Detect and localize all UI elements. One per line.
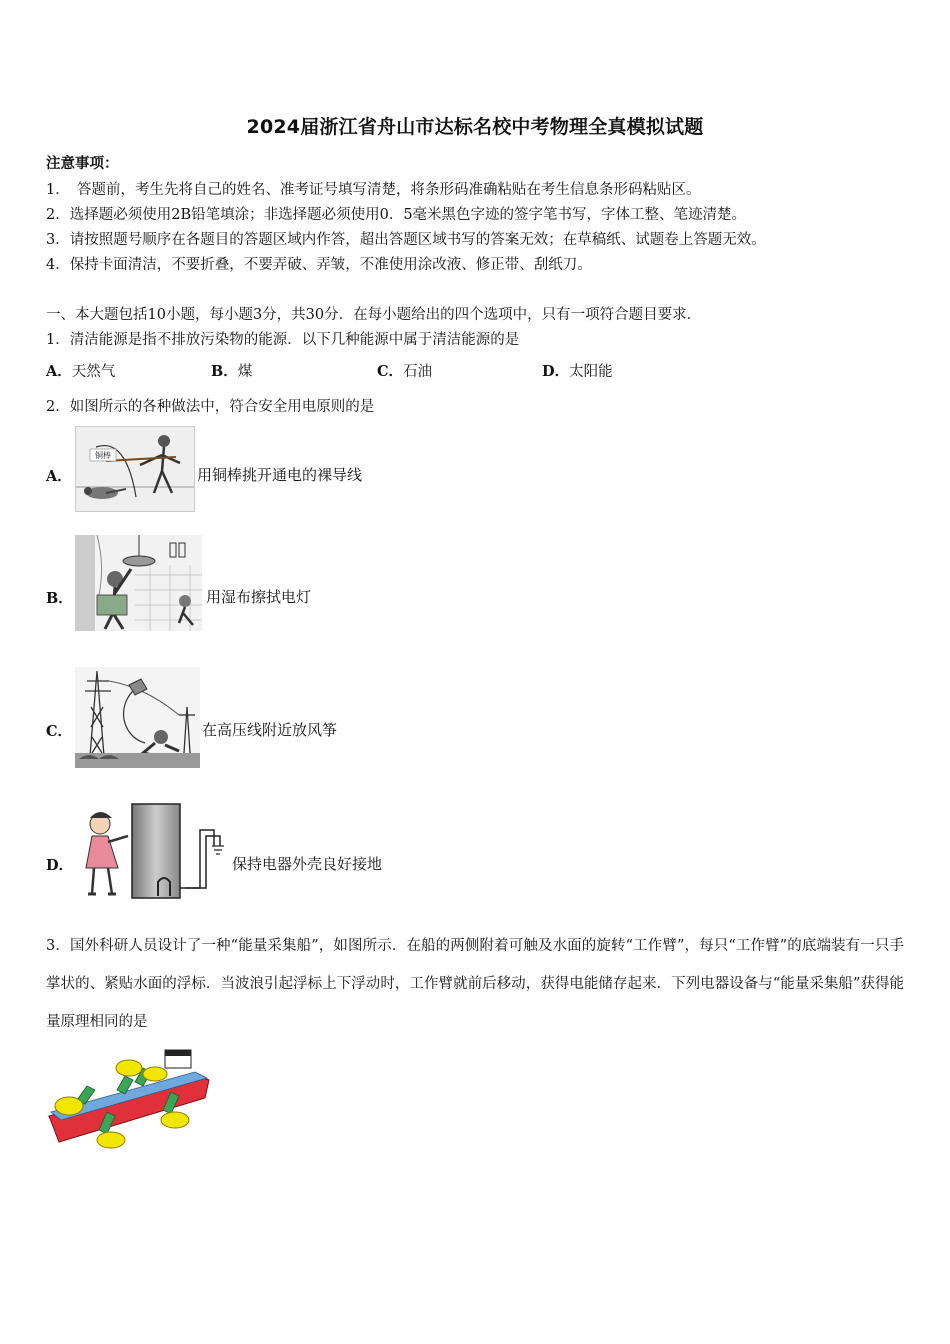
q2-option-b-label: B． <box>46 590 73 607</box>
section-heading: 一、本大题包括10小题，每小题3分，共30分．在每小题给出的四个选项中，只有一项符合题目要求． <box>46 307 702 323</box>
option-text: 石油 <box>403 364 433 380</box>
question-2-stem: 2．如图所示的各种做法中，符合安全用电原则的是 <box>46 399 375 415</box>
grounded-appliance-illustration <box>74 802 229 903</box>
option-label: B． <box>211 363 238 380</box>
q2-option-d-caption: 保持电器外壳良好接地 <box>232 855 383 873</box>
page-title: 2024届浙江省舟山市达标名校中考物理全真模拟试题 <box>246 116 704 138</box>
wet-cloth-lamp-illustration <box>75 535 202 631</box>
q1-option-a <box>46 360 115 381</box>
energy-harvesting-ship-illustration <box>47 1046 211 1152</box>
q2-option-b-caption: 用湿布擦拭电灯 <box>206 588 312 606</box>
option-label: D． <box>542 363 570 380</box>
option-text: 太阳能 <box>569 364 613 380</box>
notice-item: 4．保持卡面清洁，不要折叠，不要弄破、弄皱，不准使用涂改液、修正带、刮纸刀。 <box>46 257 592 273</box>
option-label: C． <box>377 363 404 380</box>
q1-option-c <box>377 360 432 381</box>
q2-option-a-label: A． <box>46 468 72 485</box>
q2-option-c-label: C． <box>46 723 73 740</box>
option-text: 天然气 <box>71 364 116 380</box>
copper-rod-illustration <box>75 426 195 512</box>
notice-heading: 注意事项： <box>46 155 119 172</box>
question-3-stem: 3．国外科研人员设计了一种“能量采集船”，如图所示．在船的两侧附着可触及水面的旋转“工作臂”，每只“工作臂”的底端装有一只手掌状的、紧贴水面的浮标．当波浪引起浮标上下浮动时，工作臂就前后移动，获得电能储存起来．下列电器设备与“能量采集船”获得能量原理相同的是 <box>46 938 904 1030</box>
image-label-copper-rod: 铜棒 <box>95 451 111 460</box>
question-1-stem: 1．清洁能源是指不排放污染物的能源．以下几种能源中属于清洁能源的是 <box>46 332 520 348</box>
option-label: A． <box>46 363 72 380</box>
q2-option-a-caption: 用铜棒挑开通电的裸导线 <box>197 466 363 484</box>
option-text: 煤 <box>237 364 253 380</box>
q1-option-d <box>542 360 613 381</box>
q2-option-c-caption: 在高压线附近放风筝 <box>202 721 338 739</box>
q2-option-d-label: D． <box>46 857 74 874</box>
notice-item: 2．选择题必须使用2B铅笔填涂；非选择题必须使用0．5毫米黑色字迹的签字笔书写，字体工整、笔迹清楚。 <box>46 207 747 223</box>
notice-item: 3．请按照题号顺序在各题目的答题区域内作答，超出答题区域书写的答案无效；在草稿纸、试题卷上答题无效。 <box>46 232 766 248</box>
q1-option-b <box>211 360 252 381</box>
kite-powerline-illustration <box>75 667 200 768</box>
notice-item: 1． 答题前，考生先将自己的姓名、准考证号填写清楚，将条形码准确粘贴在考生信息条形码粘贴区。 <box>46 182 701 198</box>
